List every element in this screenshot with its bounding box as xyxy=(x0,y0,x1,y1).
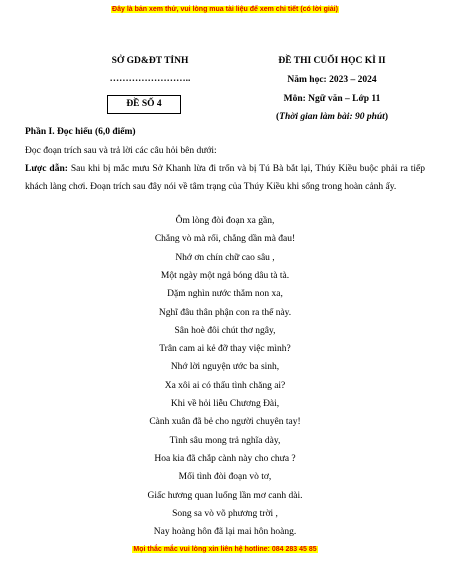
poem-line: Dặm nghìn nước thẳm non xa, xyxy=(167,289,283,300)
exam-time-close: ) xyxy=(384,112,388,122)
poem-line: Khi về hỏi liễu Chương Đài, xyxy=(170,399,280,409)
exam-time xyxy=(237,112,427,122)
poem-line: Hoa kia đã chắp cành này cho chưa ? xyxy=(154,453,296,464)
guide-text: Sau khi bị mắc mưu Sở Khanh lừa đi trốn và bị Tú Bà bắt lại, Thúy Kiều buộc phải ra tiếp khách làng chơi. Đoạn trích sau đây nói về tâm trạng của Thúy Kiều khi sống trong hoàn cảnh ấy. xyxy=(25,164,425,192)
poem-line: Một ngày một ngả bóng dâu tà tà. xyxy=(160,270,290,281)
poem-line: Sân hoè đôi chút thơ ngây, xyxy=(174,325,276,336)
bottom-notice-text: Mọi thắc mắc vui lòng xin liên hệ hotline: 084 283 45 85 xyxy=(133,546,317,553)
top-notice-banner xyxy=(0,6,450,13)
exam-title: ĐỀ THI CUỐI HỌC KÌ II xyxy=(278,56,386,66)
subject-line: Môn: Ngữ văn – Lớp 11 xyxy=(283,94,381,104)
poem-line: Nhớ lời nguyện ước ba sinh, xyxy=(170,362,280,373)
poem-line: Nghĩ đâu thân phận con ra thế này. xyxy=(158,307,292,318)
exam-time-open: ( xyxy=(275,112,280,122)
department-title: SỞ GD&ĐT TỈNH xyxy=(111,56,189,66)
poem-line: Giấc hương quan luống lần mơ canh dài. xyxy=(147,490,303,501)
guide-label: Lược dẫn: xyxy=(25,164,68,174)
poem-line: Xa xôi ai có thấu tình chăng ai? xyxy=(164,380,286,391)
department-dots: …………………….. xyxy=(109,74,191,84)
poem-line: Mối tình đòi đoạn vò tơ, xyxy=(178,472,272,483)
exam-time-label: Thời gian làm bài: 90 phút xyxy=(279,112,385,122)
poem-line: Tình sâu mong trả nghĩa dày, xyxy=(169,435,281,446)
school-year: Năm học: 2023 – 2024 xyxy=(287,75,377,85)
poem-line: Chẳng vò mà rối, chẳng dần mà đau! xyxy=(154,234,296,245)
poem-line: Song sa vò võ phương trời , xyxy=(172,508,278,519)
poem-line: Trân cam ai kẻ đỡ thay việc mình? xyxy=(159,344,291,355)
poem-line: Nay hoàng hôn đã lại mai hôn hoàng. xyxy=(153,527,297,538)
exam-code-box: ĐỀ SỐ 4 xyxy=(107,95,181,114)
poem-line: Ôm lòng đòi đoạn xa gần, xyxy=(175,216,275,226)
poem-line: Nhớ ơn chín chữ cao sâu , xyxy=(175,252,275,263)
poem-line: Cành xuân đã bẻ cho người chuyên tay! xyxy=(149,417,301,428)
guide-paragraph xyxy=(25,160,425,196)
bottom-notice-banner xyxy=(0,546,450,553)
section-title: Phần I. Đọc hiểu (6,0 điểm) xyxy=(25,127,136,137)
top-notice-text: Đây là bản xem thử, vui lòng mua tài liệu để xem chi tiết (có lời giải) xyxy=(112,6,338,13)
section-instruction: Đọc đoạn trích sau và trả lời các câu hỏi bên dưới: xyxy=(25,146,217,156)
